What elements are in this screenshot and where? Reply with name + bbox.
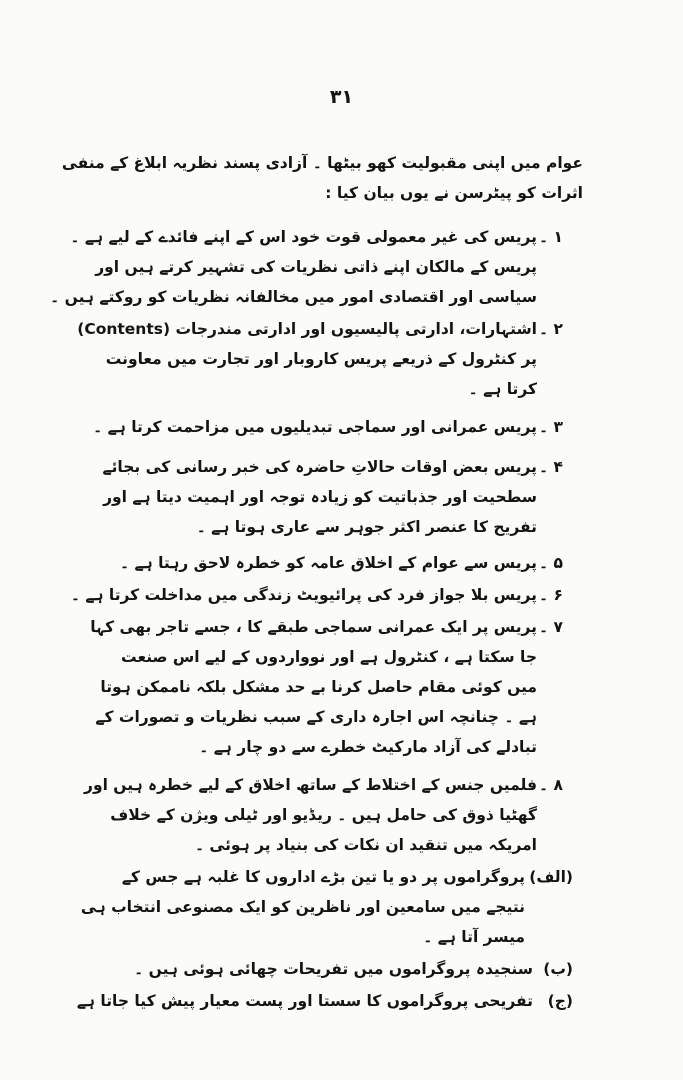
item-line: سنجیدہ پروگراموں میں تفریحات چھائی ہوئی ہیں ۔ bbox=[134, 960, 533, 978]
intro-paragraph bbox=[61, 148, 583, 208]
item-line: تبادلے کی آزاد مارکیٹ خطرے سے دو چار ہے ۔ bbox=[199, 738, 537, 756]
item-line: جا سکتا ہے ، کنٹرول ہے اور نوواردوں کے لیے اس صنعت bbox=[121, 648, 537, 666]
item-line: فلمیں جنس کے اختلاط کے ساتھ اخلاق کے لیے خطرہ ہیں اور bbox=[84, 776, 537, 794]
sub-item-alif bbox=[80, 862, 573, 952]
intro-line: اثرات کو پیٹرسن نے یوں بیان کیا : bbox=[325, 184, 583, 202]
item-number: ۴ ۔ bbox=[539, 458, 563, 476]
sub-item-jeem bbox=[76, 986, 573, 1016]
item-line: سطحیت اور جذباتیت کو زیادہ توجہ اور اہمیت دیتا ہے اور bbox=[103, 488, 537, 506]
item-line: پروگراموں پر دو یا تین بڑے اداروں کا غلبہ ہے جس کے bbox=[121, 868, 525, 886]
item-line: میں کوئی مقام حاصل کرنا بے حد مشکل بلکہ ناممکن ہوتا bbox=[100, 678, 537, 696]
list-item-4 bbox=[102, 452, 563, 542]
item-number: ۶ ۔ bbox=[539, 586, 563, 604]
item-number: (الف) bbox=[529, 868, 573, 886]
page-number: ۳۱ bbox=[329, 86, 354, 108]
list-item-2 bbox=[77, 314, 563, 404]
item-number: ۲ ۔ bbox=[539, 320, 563, 338]
item-line: ہے ۔ چنانچہ اس اجارہ داری کے سبب نظریات و تصورات کے bbox=[95, 708, 537, 726]
item-number: ۸ ۔ bbox=[539, 776, 563, 794]
item-line: کرتا ہے ۔ bbox=[468, 380, 537, 398]
item-number: ۵ ۔ bbox=[539, 554, 563, 572]
list-item-3 bbox=[93, 412, 563, 442]
list-item-7 bbox=[90, 612, 563, 762]
item-line: گھٹیا ذوق کی حامل ہیں ۔ ریڈیو اور ٹیلی ویژن کے خلاف bbox=[110, 806, 537, 824]
item-line: امریکہ میں تنقید ان نکات کی بنیاد پر ہوئی ۔ bbox=[194, 836, 537, 854]
item-number: ۱ ۔ bbox=[539, 228, 563, 246]
item-line: پریس بلا جواز فرد کی پرائیویٹ زندگی میں مداخلت کرتا ہے ۔ bbox=[70, 586, 537, 604]
item-line: میسر آتا ہے ۔ bbox=[423, 928, 525, 946]
list-item-5 bbox=[118, 548, 563, 578]
sub-item-bay bbox=[118, 954, 573, 984]
item-line: پریس عمرانی اور سماجی تبدیلیوں میں مزاحمت کرتا ہے ۔ bbox=[93, 418, 537, 436]
intro-line: عوام میں اپنی مقبولیت کھو بیٹھا ۔ آزادی پسند نظریہ ابلاغ کے منفی bbox=[61, 154, 583, 172]
item-line: سیاسی اور اقتصادی امور میں مخالفانہ نظریات کو روکتے ہیں ۔ bbox=[50, 288, 537, 306]
item-number: (ب) bbox=[543, 960, 573, 978]
item-line: پریس پر ایک عمرانی سماجی طبقے کا ، جسے تاجر بھی کہا bbox=[90, 618, 537, 636]
item-number: ۳ ۔ bbox=[539, 418, 563, 436]
item-line: پریس سے عوام کے اخلاق عامہ کو خطرہ لاحق رہتا ہے ۔ bbox=[120, 554, 537, 572]
item-number: ۷ ۔ bbox=[539, 618, 563, 636]
item-line: پریس کے مالکان اپنے ذاتی نظریات کی تشہیر کرتے ہیں اور bbox=[95, 258, 537, 276]
list-item-8 bbox=[84, 770, 563, 860]
item-number: (ج) bbox=[547, 992, 573, 1010]
list-item-1 bbox=[50, 222, 563, 312]
item-line: نتیجے میں سامعین اور ناظرین کو ایک مصنوعی انتخاب ہی bbox=[80, 898, 525, 916]
item-line: تفریح کا عنصر اکثر جوہر سے عاری ہوتا ہے ۔ bbox=[196, 518, 537, 536]
item-line: اشتہارات، ادارتی پالیسیوں اور ادارتی مندرجات (Contents) bbox=[77, 320, 537, 338]
item-line: پریس بعض اوقات حالاتِ حاضرہ کی خبر رسانی کی بجائے bbox=[102, 458, 537, 476]
list-item-6 bbox=[70, 580, 563, 610]
item-line: پر کنٹرول کے ذریعے پریس کاروبار اور تجارت میں معاونت bbox=[105, 350, 537, 368]
item-line: پریس کی غیر معمولی قوت خود اس کے اپنے فائدے کے لیے ہے ۔ bbox=[70, 228, 537, 246]
item-line: تفریحی پروگراموں کا سستا اور پست معیار پیش کیا جاتا ہے bbox=[76, 992, 533, 1010]
